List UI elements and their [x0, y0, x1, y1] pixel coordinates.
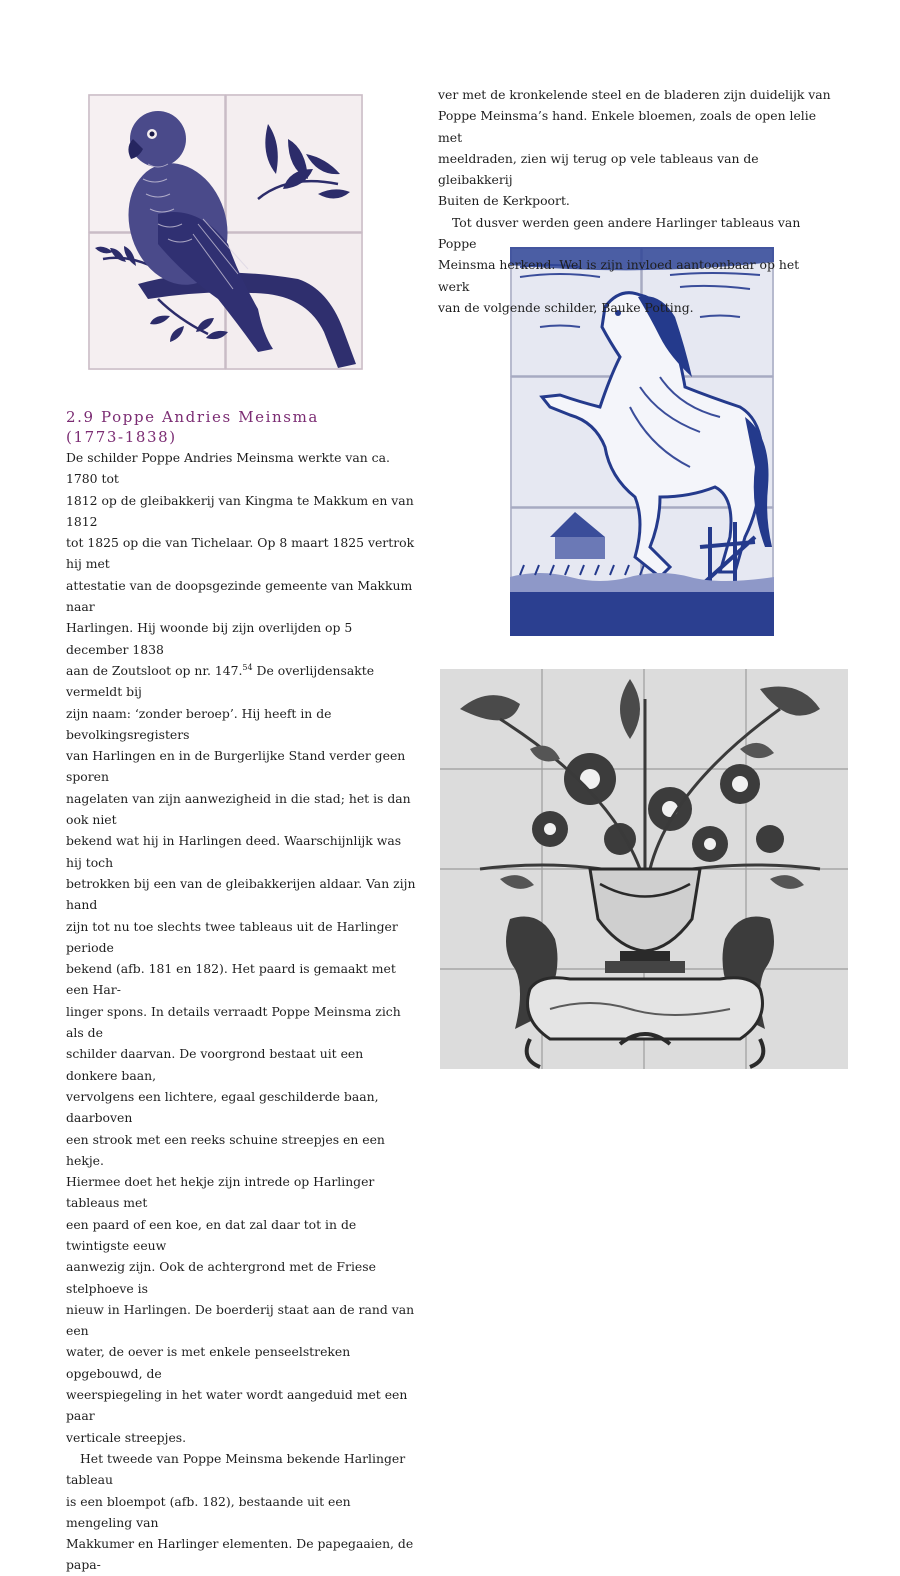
- paragraph-3: [438, 84, 833, 212]
- text-line: nagelaten van zijn aanwezigheid in die stad; het is dan ook niet: [66, 790, 411, 828]
- text-line: Hiermee doet het hekje zijn intrede op Harlinger tableaus met: [66, 1174, 375, 1211]
- text-line: zijn tot nu toe slechts twee tableaus uit de Harlinger periode: [66, 918, 398, 955]
- text-line: meeldraden, zien wij terug op vele tableaus van de gleibakkerij: [438, 150, 759, 188]
- text-line: bekend wat hij in Harlingen deed. Waarschijnlijk was hij toch: [66, 833, 402, 870]
- text-line: betrokken bij een van de gleibakkerijen aldaar. Van zijn hand: [66, 875, 416, 913]
- text-line: Harlingen. Hij woonde bij zijn overlijden op 5 december 1838: [66, 620, 353, 657]
- text-line: bekend (afb. 181 en 182). Het paard is gemaakt met een Har-: [66, 961, 396, 998]
- parrot-tile-image: [88, 94, 363, 370]
- paragraph-4: [438, 212, 833, 318]
- text-line: is een bloempot (afb. 182), bestaande uit een mengeling van: [66, 1493, 351, 1530]
- flowerpot-tile-image: [440, 669, 848, 1069]
- text-line: water, de oever is met enkele penseelstreken opgebouwd, de: [66, 1344, 351, 1381]
- text-line: van de volgende schilder, Bauke Potting.: [438, 299, 694, 315]
- text-line: ver met de kronkelende steel en de bladeren zijn duidelijk van: [438, 87, 831, 102]
- text-line: Het tweede van Poppe Meinsma bekende Harlinger tableau: [66, 1450, 406, 1488]
- text-line: linger spons. In details verraadt Poppe Meinsma zich als de: [66, 1003, 401, 1041]
- text-line: Poppe Meinsma’s hand. Enkele bloemen, zoals de open lelie met: [438, 108, 817, 145]
- text-line: Meinsma herkend. Wel is zijn invloed aantoonbaar op het werk: [438, 257, 800, 294]
- text-line: van Harlingen en in de Burgerlijke Stand verder geen sporen: [66, 748, 406, 785]
- footnote-marker: 54: [242, 662, 253, 672]
- text-line: aan de Zoutsloot op nr. 147.: [66, 662, 243, 678]
- text-line: De schilder Poppe Andries Meinsma werkte van ca. 1780 tot: [66, 450, 390, 487]
- text-line: Buiten de Kerkpoort.: [438, 193, 570, 209]
- text-line: een strook met een reeks schuine streepjes en een hekje.: [66, 1131, 385, 1168]
- text-line: aanwezig zijn. Ook de achtergrond met de Friese stelphoeve is: [66, 1259, 376, 1296]
- paragraph-2: [66, 1448, 416, 1576]
- text-line: schilder daarvan. De voorgrond bestaat uit een donkere baan,: [66, 1046, 364, 1083]
- flowerpot-tile-tableau: [440, 669, 848, 1069]
- text-line: attestatie van de doopsgezinde gemeente van Makkum naar: [66, 577, 413, 615]
- text-line: zijn naam: ‘zonder beroep’. Hij heeft in de bevolkingsregisters: [66, 705, 332, 742]
- left-text-column: [66, 407, 416, 1576]
- text-line: De overlijdensakte vermeldt bij: [66, 662, 375, 700]
- text-line: 1812 op de gleibakkerij van Kingma te Makkum en van 1812: [66, 492, 414, 529]
- text-line: weerspiegeling in het water wordt aangeduid met een paar: [66, 1387, 408, 1424]
- right-text-column: [438, 84, 833, 318]
- text-line: vervolgens een lichtere, egaal geschilderde baan, daarboven: [66, 1088, 379, 1126]
- section-heading-dates: (1773-1838): [66, 428, 177, 446]
- parrot-tile-tableau: [88, 94, 363, 370]
- text-line: Tot dusver werden geen andere Harlinger tableaus van Poppe: [438, 214, 801, 252]
- section-heading-title: 2.9 Poppe Andries Meinsma: [66, 408, 319, 426]
- text-line: Makkumer en Harlinger elementen. De papegaaien, de papa-: [66, 1536, 414, 1573]
- text-line: een paard of een koe, en dat zal daar tot in de twintigste eeuw: [66, 1216, 357, 1253]
- text-line: nieuw in Harlingen. De boerderij staat aan de rand van een: [66, 1301, 415, 1339]
- text-line: tot 1825 op die van Tichelaar. Op 8 maart 1825 vertrok hij met: [66, 535, 415, 572]
- text-line: verticale streepjes.: [66, 1429, 187, 1445]
- paragraph-1: [66, 447, 416, 1448]
- section-heading: [66, 407, 416, 447]
